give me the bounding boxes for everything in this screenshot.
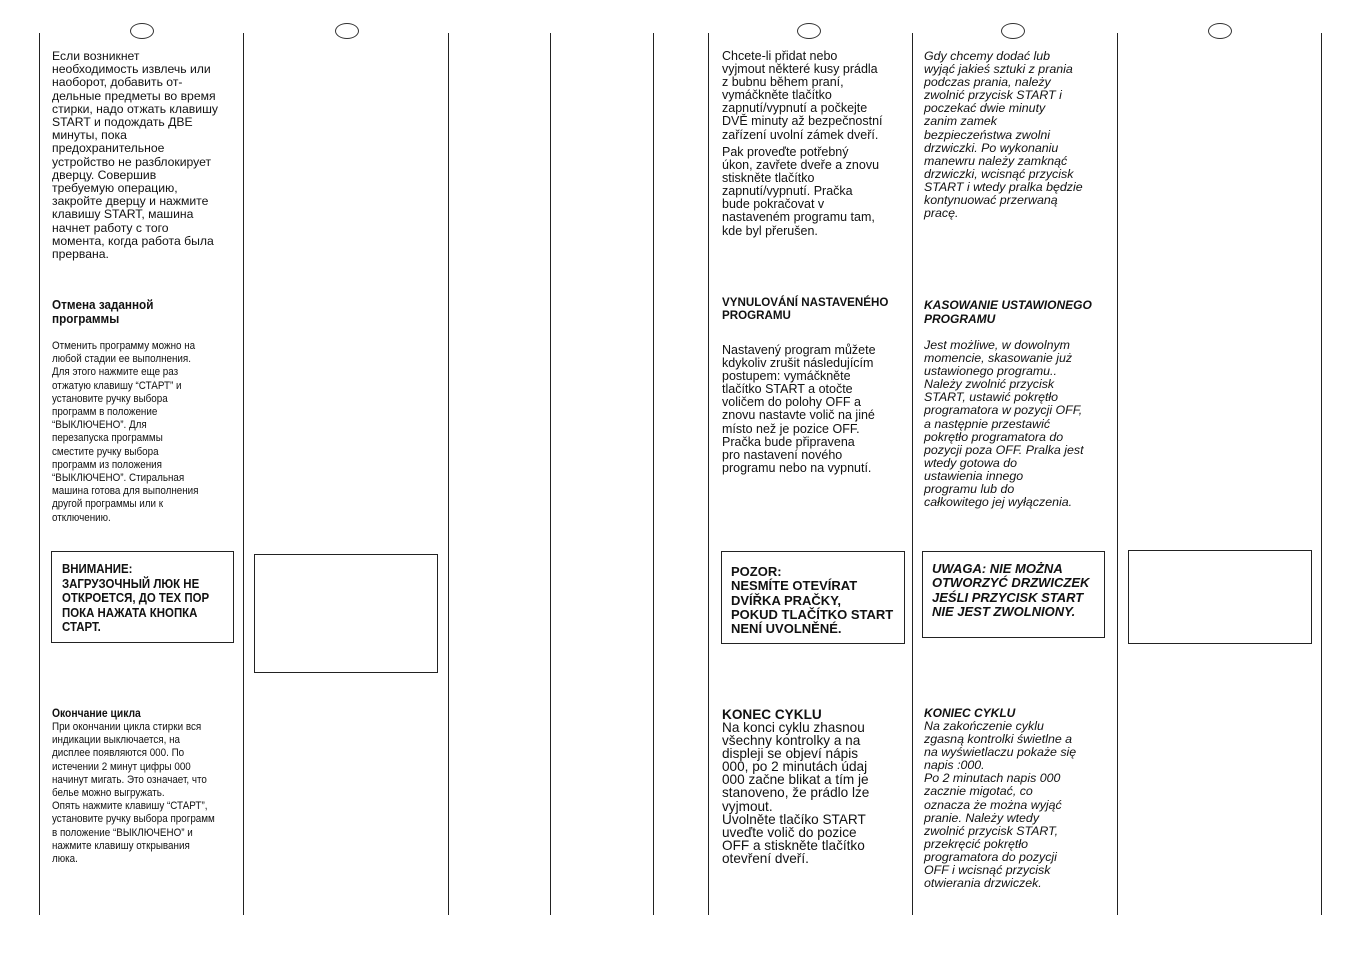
column-divider [912, 33, 913, 915]
cz-end-text: Na konci cyklu zhasnou všechny kontrolky a na displeji se objeví nápis 000, po 2 minutách údaj 000 začne blikat a tím je stanoveno, že prádlo lze vyjmout. Uvolněte tlačíko START uveďte volič do pozice OFF a stiskněte tlačítko otevření dveří. [722, 720, 870, 866]
cz-intro-text: Chcete-li přidat nebo vyjmout některé kusy prádla z bubnu během praní, vymáčkněte tlačítko zapnutí/vypnutí a počkejte DVĚ minuty až bezpečnostní zařízení uvolní zámek dveří. [722, 49, 883, 142]
cz-warning-text: POZOR: NESMÍTE OTEVÍRAT DVÍŘKA PRAČKY, POKUD TLAČÍTKO START NENÍ UVOLNĚNÉ. [731, 564, 894, 637]
cz-end-heading: KONEC CYKLU [722, 707, 822, 722]
empty-warning-box [1128, 550, 1312, 644]
column-divider [1117, 33, 1118, 915]
pl-cancel-heading: KASOWANIE USTAWIONEGO PROGRAMU [924, 298, 1092, 326]
column-divider [708, 33, 709, 915]
ru-warning-text: ВНИМАНИЕ: ЗАГРУЗОЧНЫЙ ЛЮК НЕ ОТКРОЕТСЯ, ДО ТЕХ ПОР ПОКА НАЖАТА КНОПКА СТАРТ. [62, 561, 210, 635]
pl-cancel-text: Jest możliwe, w dowolnym momencie, skasowanie już ustawionego programu.. Należy zwolnić przycisk START, ustawić pokrętło programatora w pozycji OFF, a następnie przestawić pokrętło programatora do pozycji poza OFF. Pralka jest wtedy gotowa do ustawienia innego programu lub do całkowitego jej wyłączenia. [924, 338, 1084, 510]
ru-end-text: При окончании цикла стирки вся индикации выключается, на дисплее появляются 000. По истечении 2 минут цифры 000 начинут мигать. Это означает, что белье можно выгружать. Опять нажмите клавишу “СТАРТ”, установите ручку выбора программ в положение “ВЫКЛЮЧЕНО” и нажмите клавишу открывания люка. [52, 721, 215, 866]
cz-intro-text-2: Pak proveďte potřebný úkon, zavřete dveře a znovu stiskněte tlačítko zapnutí/vypnutí. Pračka bude pokračovat v nastaveném programu tam, kde byl přerušen. [722, 145, 880, 238]
language-marker-oval [130, 23, 154, 39]
cz-reset-heading: VYNULOVÁNÍ NASTAVENÉHO PROGRAMU [722, 296, 889, 322]
language-marker-oval [335, 23, 359, 39]
pl-warning-text: UWAGA: NIE MOŻNA OTWORZYĆ DRZWICZEK JEŚLI PRZYCISK START NIE JEST ZWOLNIONY. [932, 561, 1090, 619]
language-marker-oval [1001, 23, 1025, 39]
ru-cancel-text: Отменить программу можно на любой стадии ее выполнения. Для этого нажмите еще раз отжатую клавишу “СТАРТ” и установите ручку выбора программ в положение “ВЫКЛЮЧЕНО”. Для перезапуска программы сместите ручку выбора программ из положения “ВЫКЛЮЧЕНО”. Стиральная машина готова для выполнения другой программы или к отключению. [52, 340, 199, 524]
column-divider [1321, 33, 1322, 915]
ru-end-heading: Окончание цикла [52, 706, 141, 720]
column-divider [550, 33, 551, 915]
pl-intro-text: Gdy chcemy dodać lub wyjąć jakieś sztuki z prania podczas prania, należy zwolnić przycisk START i poczekać dwie minuty zanim zamek bezpieczeństwa zwolni drzwiczki. Po wykonaniu manewru należy zamknąć drzwiczki, wcisnąć przycisk START i wtedy pralka będzie kontynuować przerwaną pracę. [924, 49, 1083, 221]
language-marker-oval [797, 23, 821, 39]
pl-end-text: Na zakończenie cyklu zgasną kontrolki świetlne a na wyświetlaczu pokaże się napis :000. Po 2 minutach napis 000 zacznie migotać, co oznacza że można wyjąć pranie. Należy wtedy zwolnić przycisk START, przekręcić pokrętło programatora do pozycji OFF i wcisnąć przycisk otwierania drzwiczek. [924, 719, 1077, 891]
ru-intro-text: Если возникнет необходимость извлечь или наоборот, добавить от- дельные предметы во время стирки, надо отжать клавишу START и подождать ДВЕ минуты, пока предохранительное устройство не разблокирует дверцу. Совершив требуемую операцию, закройте дверцу и нажмите клавишу START, машина начнет работу с того момента, когда работа была прервана. [52, 49, 218, 262]
column-divider [448, 33, 449, 915]
empty-warning-box [254, 554, 438, 673]
language-marker-oval [1208, 23, 1232, 39]
pl-end-heading: KONIEC CYKLU [924, 706, 1016, 720]
column-divider [39, 33, 40, 915]
column-divider [243, 33, 244, 915]
cz-reset-text: Nastavený program můžete kdykoliv zrušit následujícím postupem: vymáčkněte tlačítko START a otočte voličem do polohy OFF a znovu nastavte volič na jiné místo než je pozice OFF. Pračka bude připravena pro nastavení nového programu nebo na vypnutí. [722, 343, 876, 475]
column-divider [653, 33, 654, 915]
ru-cancel-heading: Отмена заданной программы [52, 297, 154, 326]
